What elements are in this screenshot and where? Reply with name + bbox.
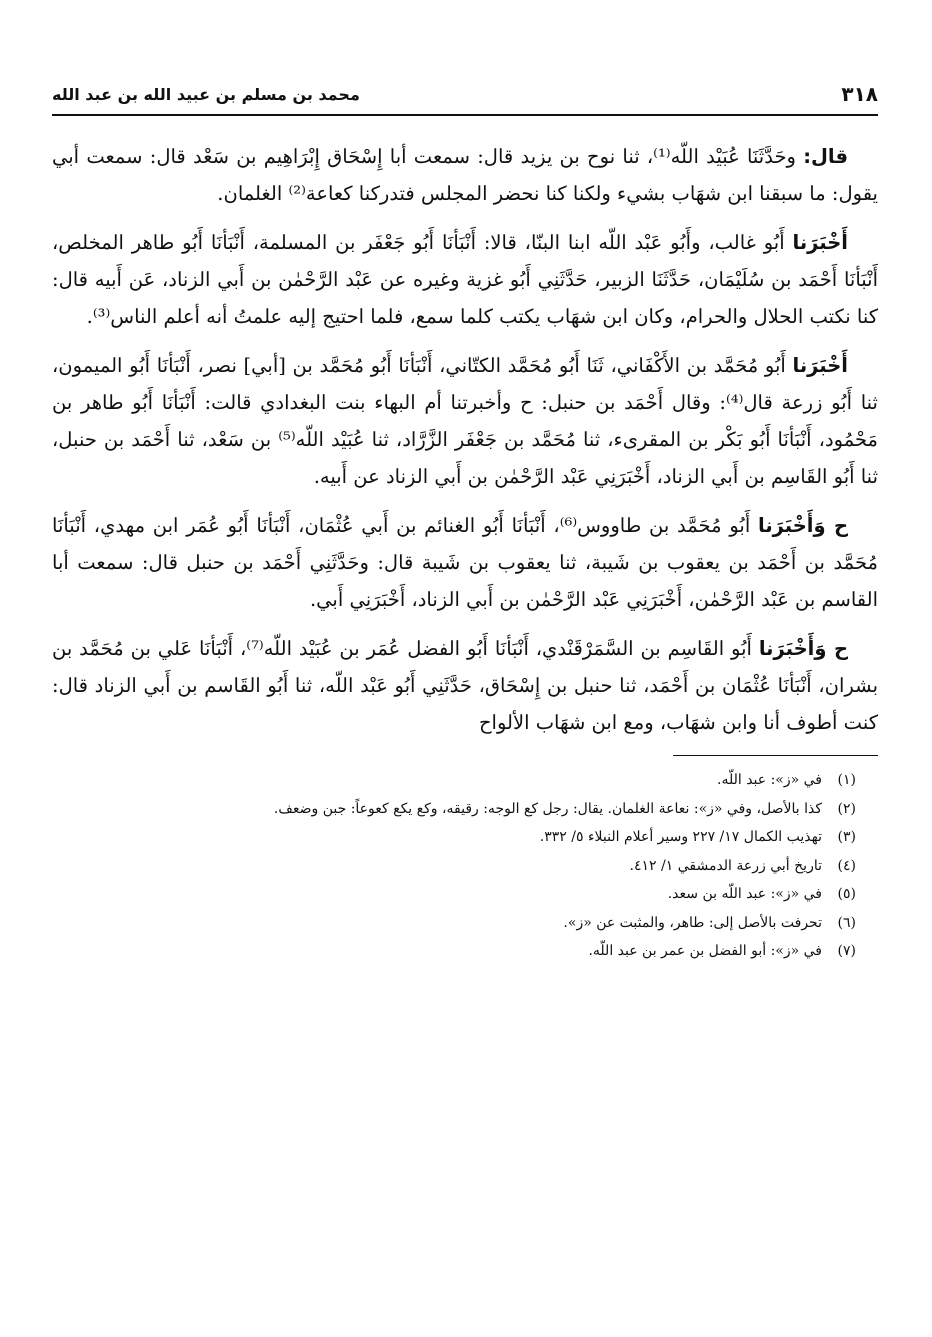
footnote-item: [52, 823, 856, 852]
paragraph-text: أَبُو غالب، وأَبُو عَبْد اللّه ابنا البنّا، قالا: أَنْبَأنَا أَبُو جَعْفَر بن المسلمة، أَنْبَأنَا أَبُو طاهر المخلص، أَنْبَأنَا أَحْمَد بن سُلَيْمَان، حَدَّثَنَا الزبير، حَدَّثَنِي أَبُو غزية وغيره عن عَبْد الرَّحْمٰن بن أَبي الزناد، عَن أَبيه قال: كنا نكتب الحلال والحرام، وكان ابن شهَاب يكتب كلما سمع، فلما احتيج إليه علمتُ أنه أعلم الناس⁽³⁾.: [52, 231, 878, 328]
footnote-item: [52, 880, 856, 909]
footnote-text: في «ز»: عبد اللّه بن سعد.: [667, 886, 822, 902]
footnote-text: تاريخ أبي زرعة الدمشقي ١/ ٤١٢.: [629, 857, 822, 874]
footnote-number: (٤): [837, 857, 856, 874]
paragraph-text: وحَدَّثَنَا عُبَيْد اللّه⁽¹⁾، ثنا نوح بن يزيد قال: سمعت أبا إِسْحَاق إِبْرَاهِيم بن سَعْد قال: سمعت أبي يقول: ما سبقنا ابن شهَاب بشيء ولكنا كنا نحضر المجلس فتدركنا كعاعة⁽²⁾ الغلمان.: [52, 145, 878, 205]
paragraph-2: [52, 224, 878, 335]
footnotes-list: [52, 766, 878, 966]
running-header: [52, 64, 878, 116]
footnote-item: [52, 766, 856, 795]
paragraph-3: [52, 347, 878, 495]
header-title: محمد بن مسلم بن عبيد الله بن عبد الله: [52, 85, 360, 104]
footnote-number: (٦): [837, 914, 856, 931]
footnote-item: [52, 795, 856, 824]
footnote-item: [52, 852, 856, 881]
page-number: ٣١٨: [841, 82, 878, 106]
footnote-item: [52, 937, 856, 966]
paragraph-5: [52, 630, 878, 741]
footnote-item: [52, 909, 856, 938]
paragraph-1: [52, 138, 878, 212]
footnote-divider: [673, 755, 878, 756]
paragraph-lead: أَخْبَرَنا: [792, 354, 848, 377]
document-page: [52, 64, 878, 1294]
paragraph-text: أَبُو القَاسِم بن السَّمَرْقَنْدي، أَنْبَأنَا أَبُو الفضل عُمَر بن عُبَيْد اللّه⁽⁷⁾، أَنْبَأنَا عَلي بن مُحَمَّد بن بشران، أَنْبَأنَا عُثْمَان بن أَحْمَد، ثنا حنبل بن إِسْحَاق، حَدَّثَنِي أَبُو عَبْد اللّه، ثنا أَبُو القَاسم بن أَبي الزناد قال: كنت أطوف أنا وابن شهَاب، ومع ابن شهَاب الألواح: [52, 637, 878, 734]
paragraph-lead: أَخْبَرَنا: [792, 231, 848, 254]
paragraph-lead: ح وَأَخْبَرَنا: [758, 637, 849, 660]
paragraph-text: أَبُو مُحَمَّد بن الأَكْفَاني، ثَنَا أَبُو مُحَمَّد الكتّاني، أَنْبَأنَا أَبُو مُحَمَّد بن [أبي] نصر، أَنْبَأنَا أَبُو الميمون، ثنا أَبُو زرعة قال⁽⁴⁾: وقال أَحْمَد بن حنبل: ح وأخبرتنا أم البهاء بنت البغدادي قالت: أَنْبَأنَا أَبُو طاهر بن مَحْمُود، أَنْبَأنَا أَبُو بَكْر بن المقرىء، ثنا مُحَمَّد بن جَعْفَر الزَّرَّاد، ثنا عُبَيْد اللّه⁽⁵⁾ بن سَعْد، ثنا أَحْمَد بن حنبل، ثنا أَبُو القَاسِم بن أَبي الزناد، أَخْبَرَنِي عَبْد الرَّحْمٰن بن أَبي الزناد عن أَبيه.: [52, 354, 879, 488]
footnote-text: تهذيب الكمال ١٧/ ٢٢٧ وسير أعلام النبلاء ٥/ ٣٣٢.: [539, 829, 822, 845]
footnote-number: (٥): [837, 886, 856, 902]
footnote-number: (٢): [837, 800, 856, 817]
paragraph-lead: ح وَأَخْبَرَنا: [758, 514, 848, 537]
footnote-text: في «ز»: عبد اللّه.: [717, 772, 822, 788]
footnote-text: تحرفت بالأصل إلى: طاهر، والمثبت عن «ز».: [563, 914, 822, 931]
footnote-number: (١): [837, 772, 856, 788]
body-text: [52, 138, 878, 741]
footnote-text: كذا بالأصل، وفي «ز»: نعاعة الغلمان. يقال: رجل كع الوجه: رقيقه، وكع يكع كعوعاً: جبن وضعف.: [273, 800, 822, 817]
footnote-text: في «ز»: أبو الفضل بن عمر بن عبد اللّه.: [588, 943, 822, 959]
paragraph-text: أَبُو مُحَمَّد بن طاووس⁽⁶⁾، أَنْبَأنَا أَبُو الغنائم بن أَبي عُثْمَان، أَنْبَأنَا أَبُو عُمَر ابن مهدي، أَنْبَأنَا مُحَمَّد بن أَحْمَد بن يعقوب بن شَيبة، ثنا يعقوب بن شَيبة قال: وحَدَّثَنِي أَحْمَد بن حنبل قال: سمعت أبا القاسم بن عَبْد الرَّحْمٰن، أَخْبَرَنِي عَبْد الرَّحْمٰن بن أَبي الزناد، أَخْبَرَنِي أَبي.: [52, 514, 878, 611]
footnote-number: (٧): [837, 943, 856, 959]
paragraph-4: [52, 507, 878, 618]
paragraph-lead: قال:: [803, 145, 848, 168]
footnote-number: (٣): [837, 829, 856, 845]
